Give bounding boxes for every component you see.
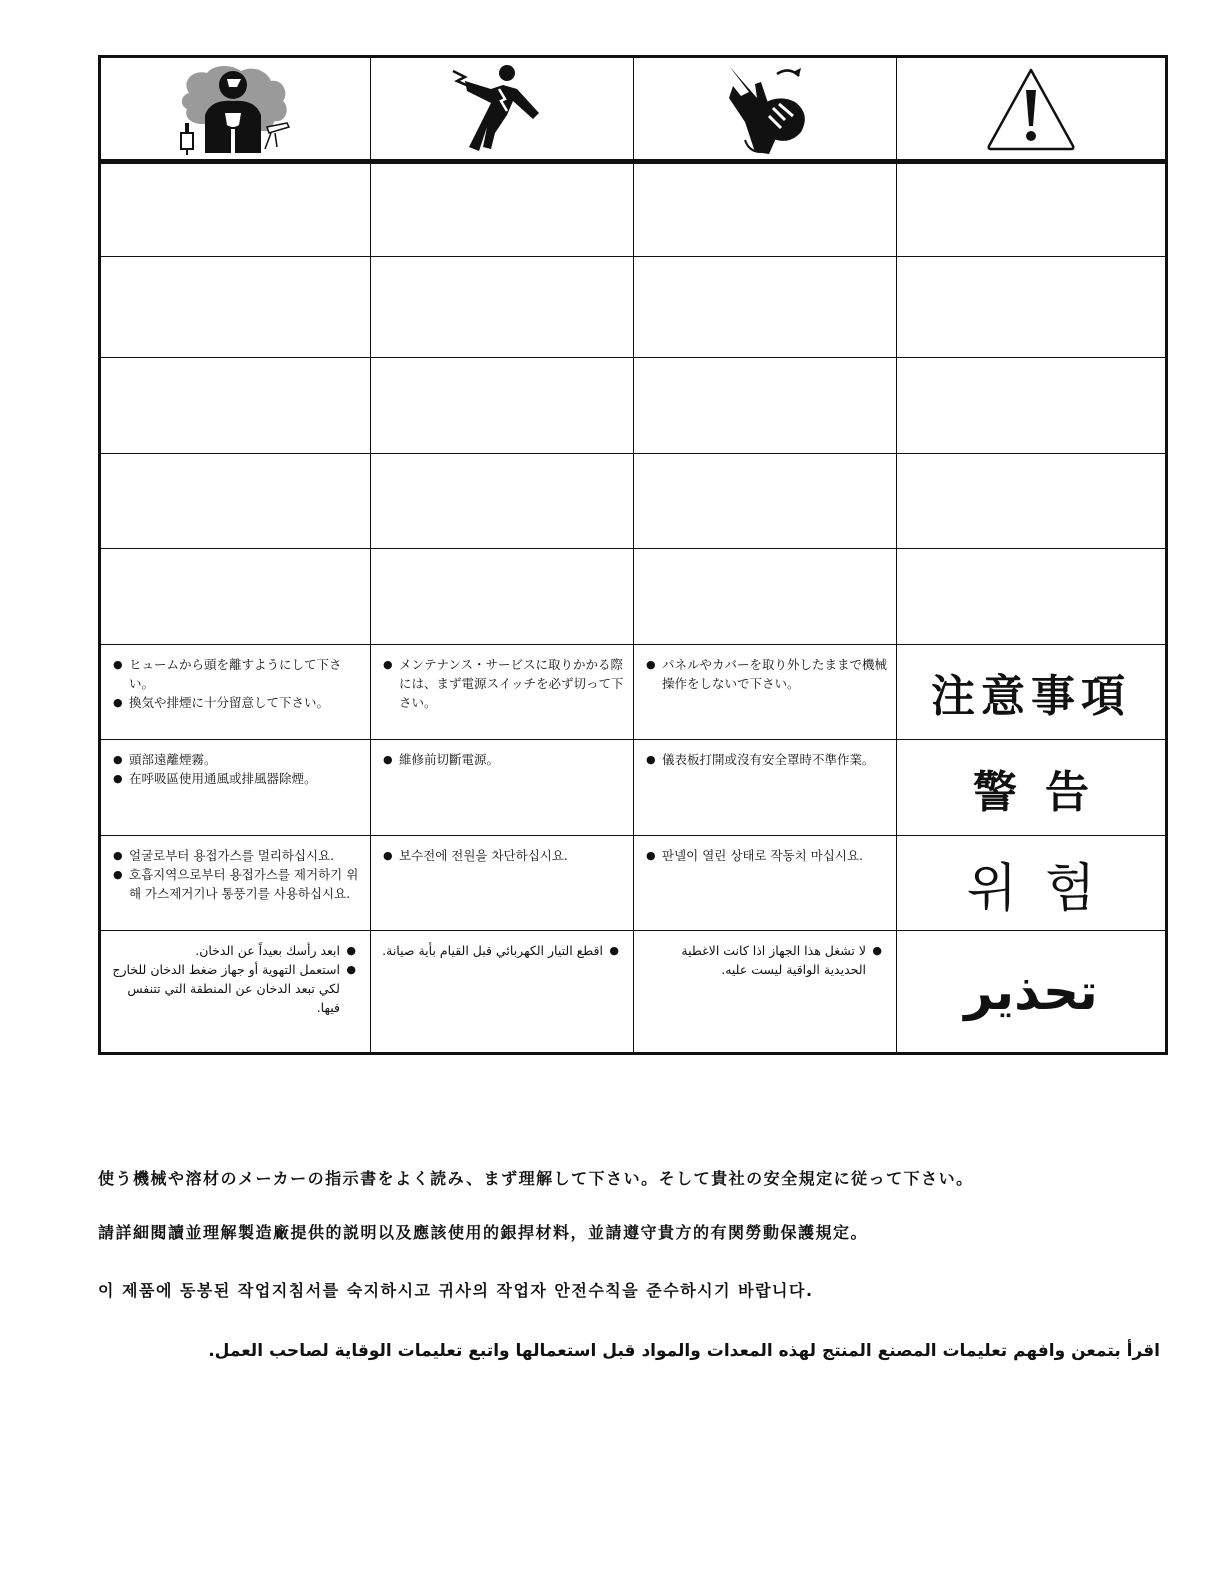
warning-triangle-icon <box>985 66 1077 152</box>
japanese-col3-text <box>646 655 888 693</box>
japanese-row <box>101 645 1165 740</box>
footer-chinese: 請詳細閱讀並理解製造廠提供的説明以及應該使用的銀捍材料，並請遵守貴方的有関勞動保護規定。 <box>98 1223 869 1242</box>
signal-word-chinese: 警告 <box>973 766 1117 818</box>
bullet-item: ● 在呼吸區使用通風或排風器除煙。 <box>113 769 362 788</box>
icon-row <box>101 58 1165 164</box>
bullet-item: ● ヒュームから頭を離すようにして下さい。 <box>113 655 362 693</box>
bullet-item: ● ابعد رأسك بعيداً عن الدخان. <box>111 941 356 960</box>
arabic-col2-text <box>381 941 619 960</box>
empty-row <box>101 358 1165 454</box>
empty-row <box>101 164 1165 257</box>
bullet-item: ● 판넬이 열린 상태로 작동치 마십시요. <box>646 846 888 865</box>
electric-shock-icon <box>447 63 557 155</box>
chinese-col1-text <box>113 750 362 788</box>
chinese-col2-text <box>383 750 625 769</box>
fumes-breathing-icon <box>171 63 301 155</box>
bullet-item: ● استعمل التهوية أو جهاز ضغط الدخان للخارج لكي تبعد الدخان عن المنطقة التي تتنفس فيها. <box>111 960 356 1017</box>
empty-row <box>101 454 1165 549</box>
bullet-item: ● 얼굴로부터 용접가스를 멀리하십시요. <box>113 846 362 865</box>
bullet-item: ● 頭部遠離煙霧。 <box>113 750 362 769</box>
bullet-item: ● اقطع التيار الكهربائي قبل القيام بأية صيانة. <box>381 941 619 960</box>
bullet-item: ● 儀表板打開或沒有安全罩時不準作業。 <box>646 750 888 769</box>
icon-cell-warning <box>897 58 1165 159</box>
footer-korean: 이 제품에 동봉된 작업지침서를 숙지하시고 귀사의 작업자 안전수칙을 준수하시기 바랍니다. <box>98 1281 814 1300</box>
arabic-row <box>101 931 1165 1052</box>
chinese-col3-text <box>646 750 888 769</box>
signal-word-arabic: تحذير <box>964 962 1098 1021</box>
bullet-item: ● 維修前切斷電源。 <box>383 750 625 769</box>
bullet-item: ● 보수전에 전원을 차단하십시요. <box>383 846 625 865</box>
korean-col3-text <box>646 846 888 865</box>
bullet-item: ● 호흡지역으로부터 용접가스를 제거하기 위해 가스제거기나 통풍기를 사용하십시요. <box>113 865 362 903</box>
arabic-col3-text <box>644 941 882 979</box>
bullet-item: ● لا تشغل هذا الجهاز اذا كانت الاغطية الحديدية الواقية ليست عليه. <box>644 941 882 979</box>
bullet-item: ● 換気や排煙に十分留意して下さい。 <box>113 693 362 712</box>
footer-arabic: اقرأ بتمعن وافهم تعليمات المصنع المنتج لهذه المعدات والمواد قبل استعمالها واتبع تعليمات الوقاية لصاحب العمل. <box>208 1341 1160 1361</box>
chinese-row <box>101 740 1165 836</box>
signal-word-japanese: 注意事項 <box>931 671 1131 722</box>
korean-col1-text <box>113 846 362 903</box>
arabic-col1-text <box>111 941 356 1017</box>
moving-parts-hand-icon <box>715 62 815 156</box>
icon-cell-fumes <box>101 58 371 159</box>
japanese-col1-text <box>113 655 362 712</box>
bullet-item: ● メンテナンス・サービスに取りかかる際には、まず電源スイッチを必ず切って下さい。 <box>383 655 625 712</box>
korean-col2-text <box>383 846 625 865</box>
japanese-col2-text <box>383 655 625 712</box>
icon-cell-moving-parts <box>634 58 897 159</box>
signal-word-korean: 위험 <box>966 858 1124 919</box>
warning-table <box>98 55 1168 1055</box>
icon-cell-shock <box>371 58 634 159</box>
empty-row <box>101 257 1165 358</box>
korean-row <box>101 836 1165 931</box>
empty-row <box>101 549 1165 645</box>
bullet-item: ● パネルやカバーを取り外したままで機械操作をしないで下さい。 <box>646 655 888 693</box>
footer-japanese: 使う機械や溶材のメーカーの指示書をよく読み、まず理解して下さい。そして貴社の安全規定に従って下さい。 <box>98 1169 974 1188</box>
